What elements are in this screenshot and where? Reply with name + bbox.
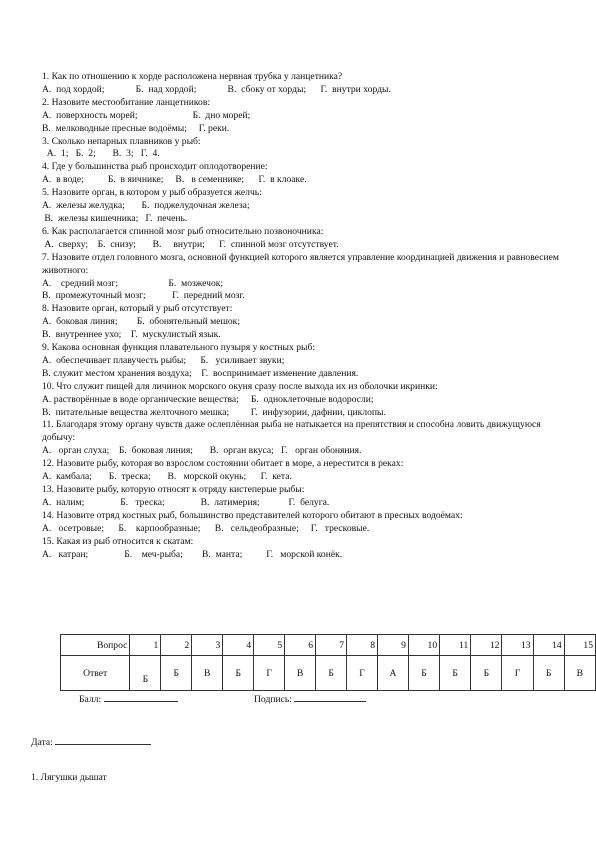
question-number-cell: 4 [223, 635, 254, 656]
answer-value: А [389, 667, 397, 679]
answer-options: А. обеспечивает плавучесть рыбы; Б. усиливает звуки; [42, 354, 285, 366]
question-number-cell: 2 [161, 635, 192, 656]
answer-options: А. растворённые в воде органические вещества; Б. одноклеточные водоросли; [42, 393, 374, 405]
question-number-cell: 13 [502, 635, 533, 656]
answer-cell[interactable] [130, 656, 161, 691]
question-text: 9. Какова основная функция плавательного пузыря у костных рыб: [42, 342, 315, 354]
answer-options: А. железы желудка; Б. поджелудочная железа; [42, 200, 250, 212]
question-text: 2. Назовите местообитание ланцетников: [42, 96, 211, 108]
signature-field [254, 692, 366, 705]
question-row-label: Вопрос [61, 635, 130, 656]
question-item [42, 161, 572, 187]
question-number-cell: 5 [254, 635, 285, 656]
answer-table-header-row [61, 635, 596, 656]
question-number-cell: 8 [347, 635, 378, 656]
answer-cell[interactable] [440, 656, 471, 691]
answer-value: Г [514, 667, 521, 679]
answer-value: Б [235, 667, 241, 679]
answer-cell[interactable] [254, 656, 285, 691]
signature-blank[interactable] [294, 692, 366, 702]
answer-cell[interactable] [502, 656, 533, 691]
question-text: 8. Назовите орган, который у рыб отсутствует: [42, 303, 233, 315]
question-item [42, 71, 572, 97]
question-number-cell: 11 [440, 635, 471, 656]
answer-options: В. питательные вещества желточного мешка; Г. инфузории, дафнии, циклопы. [42, 406, 386, 418]
date-blank[interactable] [55, 735, 151, 745]
question-number-cell: 12 [471, 635, 502, 656]
answer-row-label: Ответ [61, 656, 130, 691]
answer-options: А. камбала; Б. треска; В. морской окунь; Г. кета. [42, 471, 292, 483]
question-number-cell: 6 [285, 635, 316, 656]
answer-options: А. сверху; Б. снизу; В. внутри; Г. спинной мозг отсутствует. [42, 238, 339, 250]
answer-value: Б [452, 667, 458, 679]
question-number-cell: 15 [564, 635, 595, 656]
answer-cell[interactable] [285, 656, 316, 691]
answer-options: В. мелководные пресные водоёмы; Г. реки. [42, 122, 230, 134]
next-section-heading: 1. Лягушки дышат [31, 772, 107, 783]
answer-value: В [296, 667, 304, 679]
answer-cell[interactable] [564, 656, 595, 691]
question-text: 14. Назовите отряд костных рыб, большинство представителей которого обитают в пресных водоёмах: [42, 509, 463, 521]
question-item [42, 458, 572, 484]
answer-options: А. налим; Б. треска; В. латимерия; Г. белуга. [42, 496, 330, 508]
answer-options: А. осетровые; Б. карпообразные; В. сельдеобразные; Г. тресковые. [42, 522, 370, 534]
question-item [42, 419, 572, 458]
answer-cell[interactable] [161, 656, 192, 691]
question-text: 3. Сколько непарных плавников у рыб: [42, 135, 201, 147]
question-text: 13. Назовите рыбу, которую относят к отряду кистеперые рыбы: [42, 484, 305, 495]
answer-options: А. 1; Б. 2; В. 3; Г. 4. [42, 148, 160, 160]
answer-value: В [204, 667, 211, 679]
answer-cell[interactable] [533, 656, 564, 691]
question-item [42, 510, 572, 536]
answer-value: Б [173, 667, 180, 679]
answer-options: А. орган слуха; Б. боковая линия; В. орган вкуса; Г. орган обоняния. [42, 445, 362, 457]
answer-options: В. железы кишечника; Г. печень. [42, 212, 188, 224]
question-text: 6. Как располагается спинной мозг рыб относительно позвоночника: [42, 225, 324, 237]
answer-options: В. промежуточный мозг; Г. передний мозг. [42, 290, 245, 302]
answer-options: А. под хордой; Б. над хордой; В. сбоку от хорды; Г. внутри хорды. [42, 83, 391, 95]
question-text: 4. Где у большинства рыб происходит оплодотворение: [42, 161, 268, 173]
question-item [42, 187, 572, 226]
question-number-cell: 7 [316, 635, 347, 656]
answer-options: А. поверхность морей; Б. дно морей; [42, 109, 251, 121]
question-item [42, 303, 572, 342]
question-item [42, 136, 572, 162]
answer-value: Б [328, 667, 334, 679]
answer-cell[interactable] [316, 656, 347, 691]
answer-options: А. в воде; Б. в яичнике; В. в семеннике; Г. в клоаке. [42, 174, 307, 186]
answer-cell[interactable] [223, 656, 254, 691]
answer-options: А. средний мозг; Б. мозжечок; [42, 277, 224, 289]
question-item [42, 226, 572, 252]
answer-options: А. катран; Б. меч-рыба; В. манта; Г. морской конёк. [42, 548, 343, 560]
answer-options: В. служит местом хранения воздуха; Г. воспринимает изменение давления. [42, 367, 359, 379]
score-blank[interactable] [104, 692, 178, 702]
question-item [42, 536, 572, 562]
score-label: Балл: [79, 694, 104, 705]
answer-options: А. боковая линия; Б. обонятельный мешок; [42, 316, 240, 328]
answer-table-answer-row [61, 656, 596, 691]
date-field [31, 735, 151, 748]
question-item [42, 342, 572, 381]
answer-value: Б [421, 667, 427, 679]
answer-value: В [576, 667, 584, 679]
answer-cell[interactable] [347, 656, 378, 691]
quiz-questions [42, 71, 572, 561]
answer-cell[interactable] [408, 656, 439, 691]
date-label: Дата: [31, 737, 56, 748]
question-number-cell: 10 [408, 635, 439, 656]
question-text: 11. Благодаря этому органу чувств даже ослеплённая рыба не натыкается на препятствия и способна ловить движущуюся добычу: [42, 419, 541, 444]
question-text: 12. Назовите рыбу, которая во взрослом состоянии обитает в море, а нерестится в реках: [42, 458, 404, 470]
answer-value: Г [266, 667, 272, 679]
question-item [42, 252, 572, 304]
answer-value: Б [142, 673, 149, 685]
question-number-cell: 1 [130, 635, 161, 656]
answer-value: Б [545, 667, 552, 679]
question-item [42, 484, 572, 510]
answer-value: Б [483, 667, 490, 679]
question-item [42, 97, 572, 136]
question-number-cell: 9 [378, 635, 409, 656]
question-number-cell: 3 [192, 635, 223, 656]
question-text: 7. Назовите отдел головного мозга, основной функцией которого является управление координацией движения и равновесием животного: [42, 251, 559, 276]
question-number-cell: 14 [533, 635, 564, 656]
score-field [79, 692, 178, 705]
answer-cell[interactable] [192, 656, 223, 691]
signature-label: Подпись: [254, 694, 295, 705]
question-text: 15. Какая из рыб относится к скатам: [42, 535, 194, 547]
answer-table [60, 634, 596, 691]
question-text: 5. Назовите орган, в котором у рыб образуется желчь: [42, 187, 262, 199]
answer-cell[interactable] [378, 656, 409, 691]
question-text: 10. Что служит пищей для личинок морского окуня сразу после выхода их из оболочки икринки: [42, 380, 438, 392]
answer-value: Г [359, 667, 365, 679]
question-item [42, 381, 572, 420]
answer-cell[interactable] [471, 656, 502, 691]
question-text: 1. Как по отношению к хорде расположена нервная трубка у ланцетника? [42, 71, 343, 82]
answer-options: В. внутреннее ухо; Г. мускулистый язык. [42, 329, 221, 341]
